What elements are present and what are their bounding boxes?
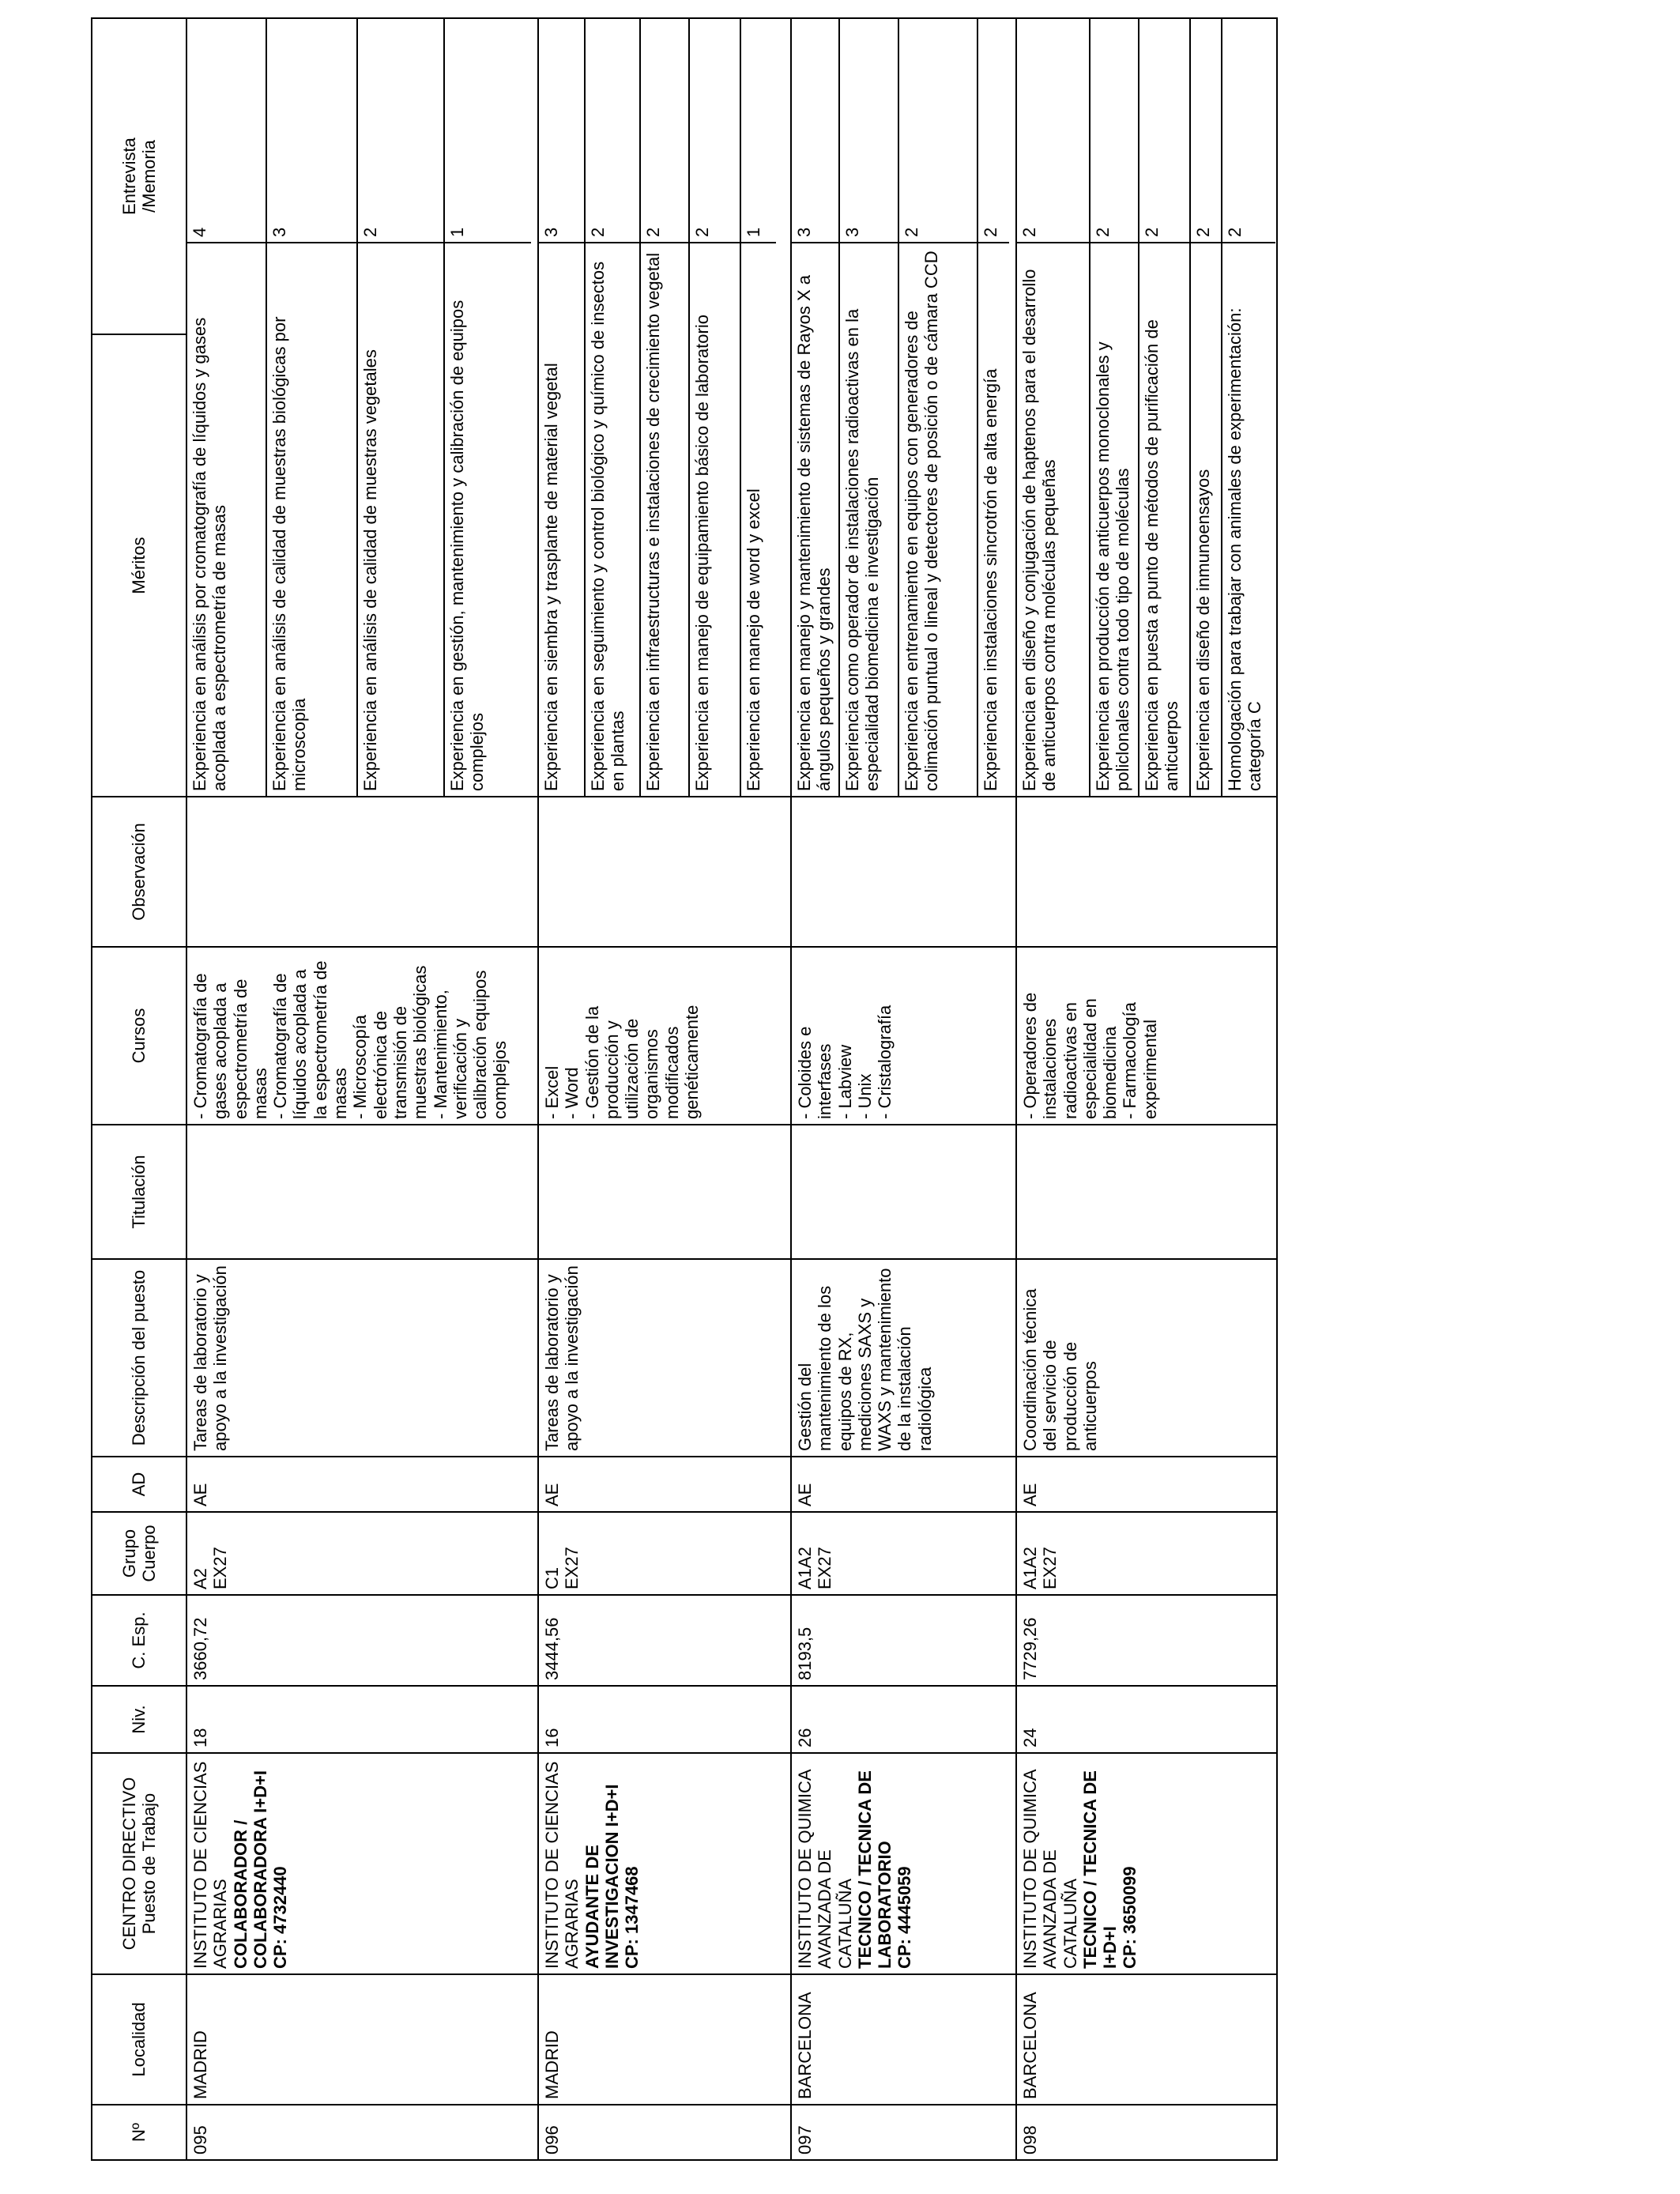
merito-points: 3 bbox=[792, 19, 839, 243]
cell-cursos bbox=[538, 947, 791, 1125]
merito-points: 2 bbox=[357, 19, 444, 243]
curso-item: - Excel bbox=[542, 1065, 562, 1119]
cell-grupo bbox=[538, 1512, 791, 1595]
merito-points: 2 bbox=[1222, 19, 1275, 243]
merito-row bbox=[977, 19, 1009, 796]
meritos-table bbox=[187, 19, 531, 796]
cell-cesp: 7729,26 bbox=[1016, 1595, 1277, 1686]
merito-row bbox=[1017, 19, 1090, 796]
merito-text: Experiencia en gestión, mantenimiento y calibración de equipos complejos bbox=[447, 300, 488, 791]
puesto-name: AYUDANTE DE INVESTIGACION I+D+I bbox=[582, 1784, 622, 1969]
header-centro bbox=[92, 1753, 186, 1974]
merito-text: Experiencia como operador de instalaciones radioactivas en la especialidad biomedicina e investigación bbox=[839, 243, 898, 796]
cell-observacion bbox=[791, 797, 1016, 947]
merito-points: 2 bbox=[585, 19, 640, 243]
cell-descripcion: Coordinación técnica del servicio de producción de anticuerpos bbox=[1016, 1259, 1277, 1457]
header-cursos: Cursos bbox=[92, 947, 186, 1125]
cell-grupo bbox=[1016, 1512, 1277, 1595]
merito-points: 4 bbox=[187, 19, 266, 243]
curso-item: - Mantenimiento, verificación y calibración equipos complejos bbox=[430, 970, 510, 1119]
merito-row bbox=[740, 19, 776, 796]
cell-localidad: MADRID bbox=[186, 1974, 538, 2105]
cell-niv: 16 bbox=[538, 1686, 791, 1753]
cell-centro bbox=[1016, 1753, 1277, 1974]
cell-localidad: BARCELONA bbox=[1016, 1974, 1277, 2105]
curso-item: - Operadores de instalaciones radioactivas en especialidad en biomedicina bbox=[1020, 992, 1121, 1119]
merito-text: Experiencia en análisis de calidad de muestras biológicas por microscopia bbox=[266, 243, 357, 796]
merito-points: 2 bbox=[1190, 19, 1222, 243]
header-niv: Niv. bbox=[92, 1686, 186, 1753]
curso-item: - Coloides e interfases bbox=[795, 1026, 835, 1119]
header-entrevista bbox=[92, 18, 186, 334]
merito-points: 3 bbox=[839, 19, 898, 243]
cell-grupo bbox=[791, 1512, 1016, 1595]
cell-cesp: 8193,5 bbox=[791, 1595, 1016, 1686]
merito-points: 2 bbox=[898, 19, 977, 243]
merito-points: 2 bbox=[689, 19, 740, 243]
meritos-table bbox=[1017, 19, 1275, 796]
cp-code: CP: 4445059 bbox=[895, 1866, 915, 1969]
cell-centro bbox=[791, 1753, 1016, 1974]
merito-text: Experiencia en siembra y trasplante de material vegetal bbox=[539, 243, 585, 796]
centro-name: INSTITUTO DE QUIMICA AVANZADA DE CATALUÑA bbox=[1020, 1770, 1080, 1969]
cell-num: 097 bbox=[791, 2105, 1016, 2160]
centro-name: INSTITUTO DE CIENCIAS AGRARIAS bbox=[190, 1761, 231, 1969]
merito-row bbox=[839, 19, 898, 796]
meritos-table bbox=[792, 19, 1009, 796]
cell-meritos bbox=[538, 18, 791, 797]
header-ad: AD bbox=[92, 1457, 186, 1512]
cell-cursos bbox=[1016, 947, 1277, 1125]
cell-num: 096 bbox=[538, 2105, 791, 2160]
cell-grupo bbox=[186, 1512, 538, 1595]
cell-ad: AE bbox=[538, 1457, 791, 1512]
merito-row bbox=[792, 19, 839, 796]
header-centro-line2: Puesto de Trabajo bbox=[139, 1793, 159, 1935]
cuerpo-value: EX27 bbox=[815, 1547, 835, 1589]
merito-row bbox=[444, 19, 531, 796]
curso-item: - Labview bbox=[834, 1044, 855, 1119]
header-entrevista-line2: /Memoria bbox=[139, 140, 159, 213]
cell-centro bbox=[538, 1753, 791, 1974]
cell-titulacion bbox=[186, 1125, 538, 1259]
merito-text: Experiencia en infraestructuras e instalaciones de crecimiento vegetal bbox=[640, 243, 689, 796]
curso-item: - Gestión de la producción y utilización de organismos modificados genéticamente bbox=[582, 1005, 703, 1119]
merito-row bbox=[689, 19, 740, 796]
cell-observacion bbox=[538, 797, 791, 947]
cuerpo-value: EX27 bbox=[1040, 1547, 1060, 1589]
merito-points: 3 bbox=[539, 19, 585, 243]
header-descripcion: Descripción del puesto bbox=[92, 1259, 186, 1457]
merito-row bbox=[1139, 19, 1190, 796]
merito-text: Experiencia en diseño de inmunoensayos bbox=[1190, 243, 1222, 796]
merito-row bbox=[266, 19, 357, 796]
cell-ad: AE bbox=[1016, 1457, 1277, 1512]
table-row bbox=[791, 18, 1016, 2160]
merito-text: Experiencia en manejo de word y excel bbox=[744, 488, 763, 791]
table-row bbox=[1016, 18, 1277, 2160]
cp-code: CP: 1347468 bbox=[622, 1866, 642, 1969]
meritos-table bbox=[539, 19, 776, 796]
cell-cursos bbox=[186, 947, 538, 1125]
curso-item: - Farmacología experimental bbox=[1120, 1002, 1160, 1119]
header-num: Nº bbox=[92, 2105, 186, 2160]
job-positions-table bbox=[91, 17, 1278, 2161]
merito-points: 2 bbox=[640, 19, 689, 243]
grupo-value: A2 bbox=[190, 1568, 210, 1589]
header-row bbox=[92, 18, 186, 2160]
grupo-value: A1A2 bbox=[795, 1547, 815, 1589]
header-localidad: Localidad bbox=[92, 1974, 186, 2105]
merito-row bbox=[585, 19, 640, 796]
cp-code: CP: 3650099 bbox=[1120, 1866, 1140, 1969]
cell-meritos bbox=[186, 18, 538, 797]
header-grupo bbox=[92, 1512, 186, 1595]
cell-descripcion: Tareas de laboratorio y apoyo a la investigación bbox=[186, 1259, 538, 1457]
cuerpo-value: EX27 bbox=[210, 1547, 231, 1589]
curso-item: - Microscopía electrónica de transmisión de muestras biológicas bbox=[350, 965, 431, 1119]
merito-points: 2 bbox=[1139, 19, 1190, 243]
merito-text: Experiencia en instalaciones sincrotrón de alta energía bbox=[981, 368, 1000, 791]
cell-localidad: BARCELONA bbox=[791, 1974, 1016, 2105]
merito-row bbox=[640, 19, 689, 796]
puesto-name: TECNICO / TECNICA DE I+D+I bbox=[1079, 1770, 1121, 1969]
merito-text: Experiencia en entrenamiento en equipos con generadores de colimación puntual o lineal y detectores de posición o de cámara CCD bbox=[898, 243, 977, 796]
cell-titulacion bbox=[538, 1125, 791, 1259]
cell-num: 098 bbox=[1016, 2105, 1277, 2160]
cell-meritos bbox=[791, 18, 1016, 797]
merito-row bbox=[187, 19, 266, 796]
cell-titulacion bbox=[791, 1125, 1016, 1259]
cell-niv: 18 bbox=[186, 1686, 538, 1753]
cell-descripcion: Gestión del mantenimiento de los equipos de RX, mediciones SAXS y WAXS y mantenimiento de la instalación radiológica bbox=[791, 1259, 1016, 1457]
curso-item: - Cromatografía de gases acoplada a espectrometría de masas bbox=[190, 973, 270, 1119]
merito-text: Experiencia en análisis por cromatografía de líquidos y gases acoplada a espectrometría de masas bbox=[187, 243, 266, 796]
header-entrevista-line1: Entrevista bbox=[119, 138, 139, 215]
merito-row bbox=[1222, 19, 1275, 796]
puesto-name: TECNICO / TECNICA DE LABORATORIO bbox=[854, 1770, 895, 1969]
header-centro-line1: CENTRO DIRECTIVO bbox=[119, 1777, 139, 1951]
merito-points: 1 bbox=[444, 19, 531, 243]
merito-text: Experiencia en análisis de calidad de muestras vegetales bbox=[357, 243, 444, 796]
merito-row bbox=[1090, 19, 1139, 796]
cell-descripcion: Tareas de laboratorio y apoyo a la investigación bbox=[538, 1259, 791, 1457]
cell-centro bbox=[186, 1753, 538, 1974]
grupo-value: C1 bbox=[542, 1566, 562, 1589]
merito-row bbox=[539, 19, 585, 796]
merito-points: 2 bbox=[1090, 19, 1139, 243]
curso-item: - Unix bbox=[854, 1073, 875, 1119]
grupo-value: A1A2 bbox=[1020, 1547, 1040, 1589]
merito-text: Experiencia en puesta a punto de métodos de purificación de anticuerpos bbox=[1139, 243, 1190, 796]
merito-points: 2 bbox=[1017, 19, 1090, 243]
cell-ad: AE bbox=[791, 1457, 1016, 1512]
merito-points: 1 bbox=[740, 19, 776, 243]
puesto-name: COLABORADOR / COLABORADORA I+D+I bbox=[230, 1770, 270, 1969]
merito-points: 3 bbox=[266, 19, 357, 243]
cell-meritos bbox=[1016, 18, 1277, 797]
cuerpo-value: EX27 bbox=[562, 1547, 582, 1589]
curso-item: - Word bbox=[562, 1067, 582, 1119]
cell-niv: 26 bbox=[791, 1686, 1016, 1753]
curso-item: - Cristalografía bbox=[875, 1005, 895, 1119]
centro-name: INSTITUTO DE QUIMICA AVANZADA DE CATALUÑA bbox=[795, 1770, 855, 1969]
merito-row bbox=[898, 19, 977, 796]
header-titulacion: Titulación bbox=[92, 1125, 186, 1259]
cell-niv: 24 bbox=[1016, 1686, 1277, 1753]
cell-localidad: MADRID bbox=[538, 1974, 791, 2105]
table-wrapper bbox=[91, 19, 1545, 2161]
cell-cesp: 3660,72 bbox=[186, 1595, 538, 1686]
merito-text: Experiencia en seguimiento y control biológico y químico de insectos en plantas bbox=[585, 243, 640, 796]
centro-name: INSTITUTO DE CIENCIAS AGRARIAS bbox=[542, 1761, 582, 1969]
merito-text: Experiencia en producción de anticuerpos monoclonales y policlonales contra todo tipo de moléculas bbox=[1090, 243, 1139, 796]
cell-num: 095 bbox=[186, 2105, 538, 2160]
cell-ad: AE bbox=[186, 1457, 538, 1512]
table-row bbox=[186, 18, 538, 2160]
curso-item: - Cromatografía de líquidos acoplada a la espectrometría de masas bbox=[270, 960, 351, 1119]
header-grupo-line1: Grupo bbox=[119, 1529, 139, 1578]
cell-observacion bbox=[1016, 797, 1277, 947]
merito-row bbox=[357, 19, 444, 796]
merito-text: Experiencia en diseño y conjugación de haptenos para el desarrollo de anticuerpos contra moléculas pequeñas bbox=[1017, 243, 1090, 796]
table-row bbox=[538, 18, 791, 2160]
header-meritos: Méritos bbox=[92, 334, 186, 797]
merito-text: Homologación para trabajar con animales de experimentación: categoría C bbox=[1225, 307, 1265, 791]
cell-cesp: 3444,56 bbox=[538, 1595, 791, 1686]
merito-text: Experiencia en manejo y mantenimiento de sistemas de Rayos X a ángulos pequeños y grandes bbox=[792, 243, 839, 796]
header-grupo-line2: Cuerpo bbox=[139, 1525, 159, 1582]
header-cesp: C. Esp. bbox=[92, 1595, 186, 1686]
cell-observacion bbox=[186, 797, 538, 947]
merito-points: 2 bbox=[977, 19, 1009, 243]
merito-row bbox=[1190, 19, 1222, 796]
merito-text: Experiencia en manejo de equipamiento básico de laboratorio bbox=[689, 243, 740, 796]
cell-cursos bbox=[791, 947, 1016, 1125]
header-observacion: Observación bbox=[92, 797, 186, 947]
cp-code: CP: 4732440 bbox=[270, 1866, 291, 1969]
cell-titulacion bbox=[1016, 1125, 1277, 1259]
